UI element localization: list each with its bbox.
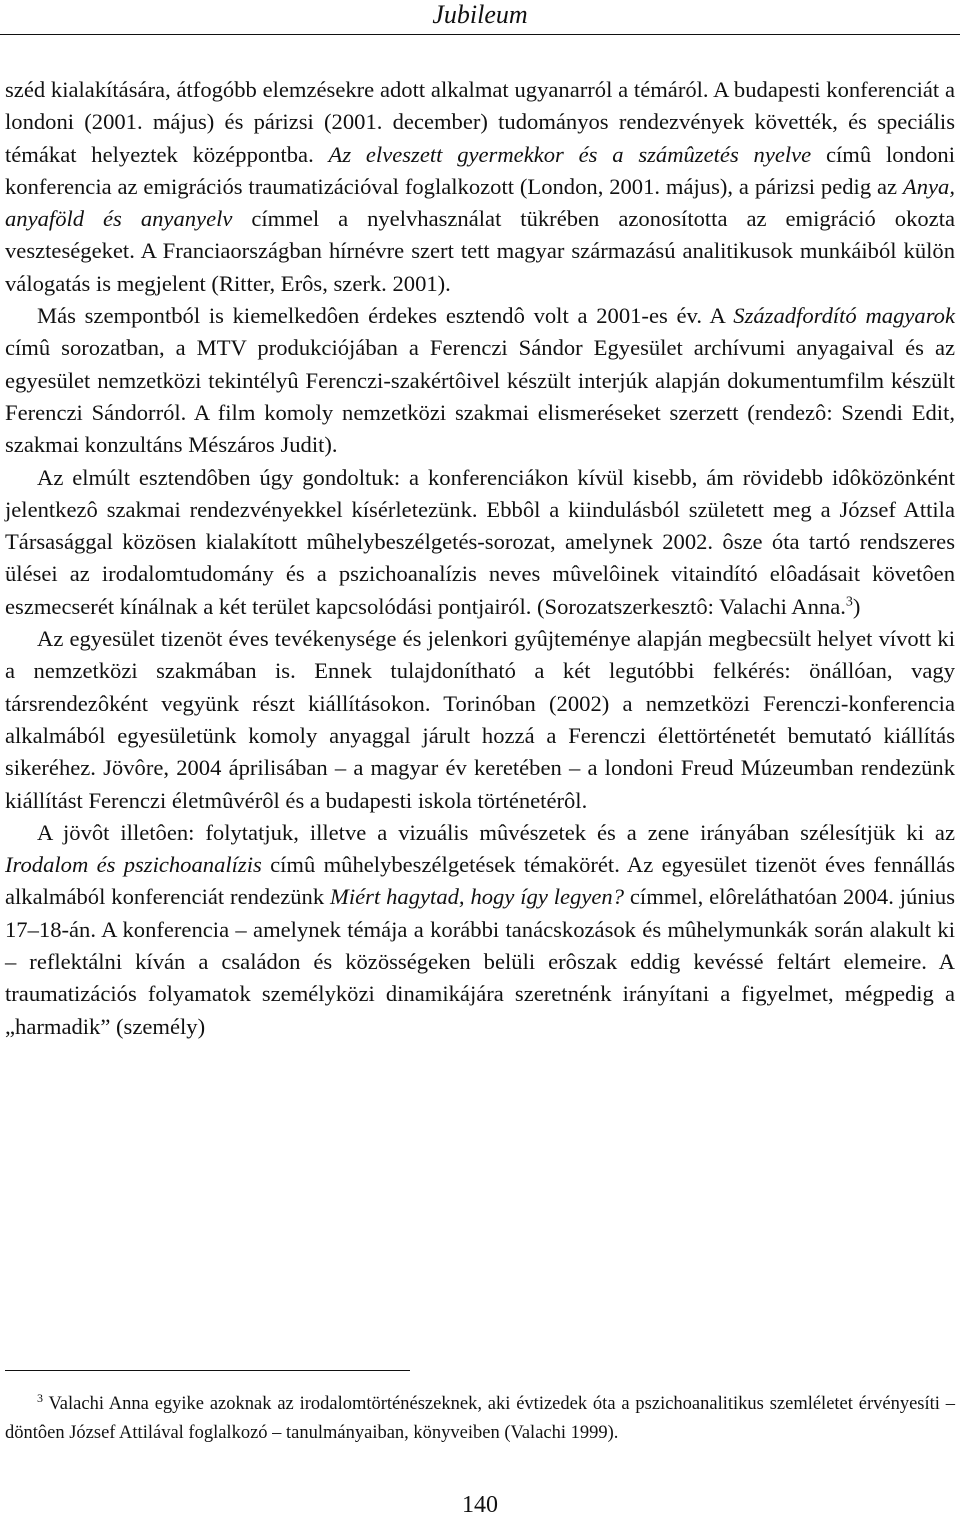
- italic-title: Anya, anyaföld és anyanyelv: [5, 173, 955, 232]
- footnote-text: Valachi Anna egyike azoknak az irodalomtörténészeknek, aki évtizedek óta a pszichoanalitikus szemléletet érvényesíti – döntôen József Attilával foglalkozó – tanulmányaiban, könyveiben (Valachi 1999).: [5, 1394, 955, 1443]
- text-run: széd kialakítására, átfogóbb elemzésekre adott alkalmat ugyanarról a témáról. A budapesti konferenciát a londoni (2001. május) és párizsi (2001. december) tudományos rendezvények követték, és speciális témákat helyeztek középpontba.: [5, 77, 955, 167]
- text-run: A jövôt illetôen: folytatjuk, illetve a vizuális mûvészetek és a zene irányában szélesítjük ki az: [37, 819, 955, 845]
- paragraph: [5, 300, 955, 461]
- text-run: Az elmúlt esztendôben úgy gondoltuk: a konferenciákon kívül kisebb, ám rövidebb idôközönként jelentkezô szakmai rendezvényekkel kísérletezünk. Ebbôl a kiindulásból született meg a József Attila Társasággal közösen kialakított mûhelybeszélgetés-sorozat, amelynek 2002. ôsze óta tartó rendszeres ülései az irodalomtudomány és a pszichoanalízis neves mûvelôinek vitaindító elôadásait követôen eszmecserét kínálnak a két terület kapcsolódási pontjairól. (Sorozatszerkesztô: Valachi Anna.: [5, 464, 955, 619]
- article-body: [5, 74, 955, 1043]
- running-header-title: Jubileum: [432, 0, 528, 29]
- text-run: Más szempontból is kiemelkedôen érdekes esztendô volt a 2001-es év. A: [37, 303, 734, 329]
- italic-title: Irodalom és pszichoanalízis: [5, 852, 262, 878]
- page-number: 140: [462, 1492, 498, 1518]
- text-run: Az egyesület tizenöt éves tevékenysége és jelenkori gyûjteménye alapján megbecsült helyet vívott ki a nemzetközi szakmában is. Ennek tulajdonítható a két legutóbbi felkérés: önállóan, vagy társrendezôként vegyünk részt kiállításokon. Torinóban (2002) a nemzetközi Ferenczi-konferencia alkalmából egyesületünk komoly anyaggal járult hozzá a Ferenczi élettörténetét bemutató kiállítás sikeréhez. Jövôre, 2004 áprilisában – a magyar év keretében – a londoni Freud Múzeumban rendezünk kiállítást Ferenczi életmûvérôl és a budapesti iskola történetérôl.: [5, 626, 955, 813]
- footnote-number: 3: [37, 1390, 43, 1405]
- text-run: címû sorozatban, a MTV produkciójában a Ferenczi Sándor Egyesület archívumi anyagaival és az egyesület nemzetközi tekintélyû Ferenczi-szakértôivel készült interjúk alapján dokumentumfilm készült Ferenczi Sándorról. A film komoly nemzetközi szakmai elismeréseket szerzett (rendezô: Szendi Edit, szakmai konzultáns Mészáros Judit).: [5, 335, 955, 458]
- italic-title: Az elveszett gyermekkor és a számûzetés nyelve: [328, 141, 812, 167]
- text-run: ): [852, 593, 861, 619]
- footnote: [5, 1390, 955, 1448]
- paragraph: [5, 817, 955, 1043]
- text-run: címmel a nyelvhasználat tükrében azonosította az emigráció okozta veszteségeket. A Franciaországban hírnévre szert tett magyar származású analitikusok munkáiból külön válogatás is megjelent (Ritter, Erôs, szerk. 2001).: [5, 206, 955, 296]
- paragraph: [5, 462, 955, 623]
- paragraph: [5, 74, 955, 300]
- text-run: címû mûhelybeszélgetések témakörét. Az egyesület tizenöt éves fennállás alkalmából konferenciát rendezünk: [5, 852, 955, 910]
- footnote-reference: 3: [845, 594, 853, 610]
- italic-title: Századfordító magyarok: [733, 303, 955, 329]
- paragraph: [5, 623, 955, 817]
- text-run: címû londoni konferencia az emigrációs traumatizációval foglalkozott (London, 2001. május), a párizsi pedig az: [5, 141, 955, 199]
- footnote-divider: [5, 1370, 410, 1371]
- text-run: címmel, elôreláthatóan 2004. június 17–18-án. A konferencia – amelynek témája a korábbi tanácskozások és mûhelymunkák során alakult ki – reflektálni kíván a családon és közösségeken belüli erôszak eddig kevéssé feltárt elemeire. A traumatizációs folyamatok személyközi dinamikájára szeretnénk irányítani a figyelmet, mégpedig a „harmadik” (személy): [5, 884, 955, 1039]
- running-header: [0, 0, 960, 35]
- italic-title: Miért hagytad, hogy így legyen?: [330, 884, 624, 910]
